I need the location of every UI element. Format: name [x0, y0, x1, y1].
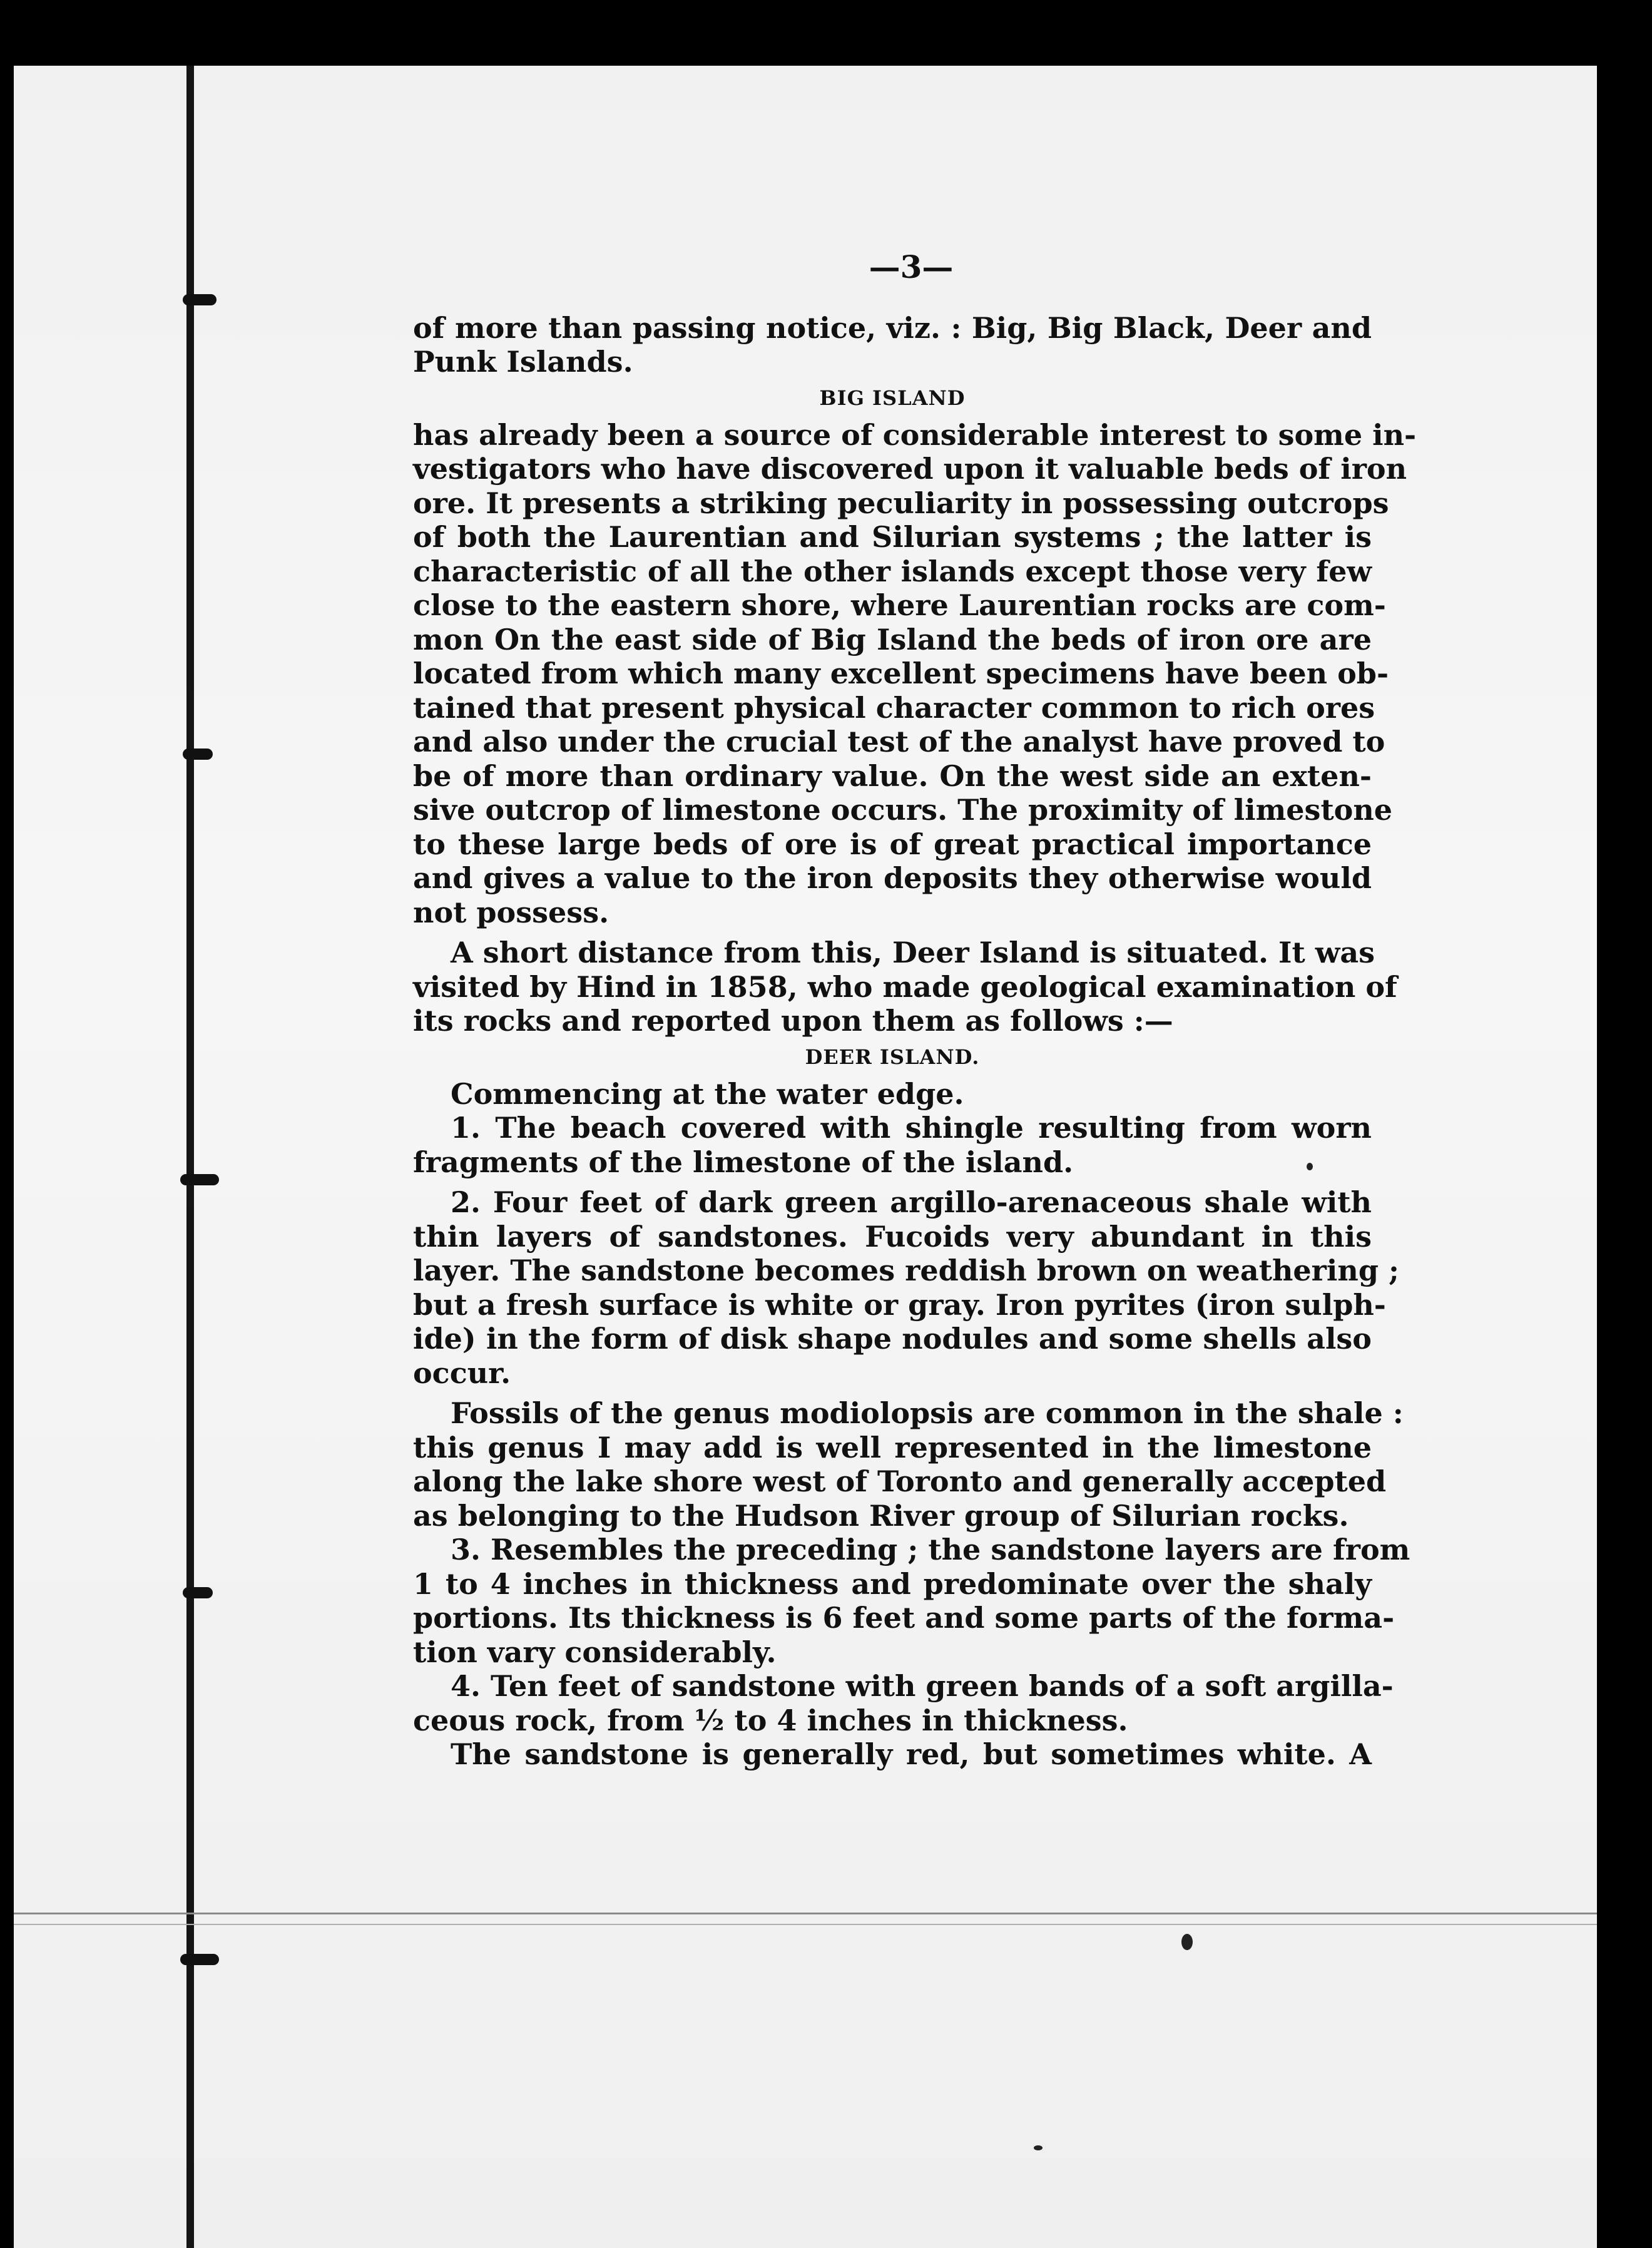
text-line: and also under the crucial test of the analyst have proved to	[413, 725, 1385, 759]
page-rule	[14, 1913, 1597, 1914]
section-heading-big-island: BIG ISLAND	[819, 386, 966, 410]
text-line: 3. Resembles the preceding ; the sandstone layers are from	[451, 1533, 1410, 1566]
text-line: but a fresh surface is white or gray. Iron pyrites (iron sulph-	[413, 1287, 1386, 1322]
page-rule	[14, 1924, 1597, 1925]
text-line: Punk Islands.	[413, 345, 633, 379]
text-line: 2. Four feet of dark green argillo-arenaceous shale with	[451, 1185, 1372, 1219]
text-line: this genus I may add is well represented in the limestone	[413, 1430, 1372, 1464]
big-island-paragraph	[413, 417, 1417, 930]
text-line: along the lake shore west of Toronto and generally accepted	[413, 1464, 1387, 1498]
binding-tick	[183, 294, 217, 305]
text-line: and gives a value to the iron deposits they otherwise would	[413, 861, 1372, 895]
text-line: tion vary considerably.	[413, 1635, 777, 1669]
text-line: to these large beds of ore is of great practical importance	[413, 827, 1372, 861]
deer-island-paragraph-6	[413, 1737, 1372, 1772]
deer-island-paragraph-3	[413, 1396, 1404, 1533]
binding-tick	[183, 1587, 213, 1598]
deer-island-intro-paragraph	[413, 936, 1397, 1038]
text-line: of both the Laurentian and Silurian systems ; the latter is	[413, 520, 1372, 554]
text-line: layer. The sandstone becomes reddish brown on weathering ;	[413, 1254, 1399, 1287]
text-line: visited by Hind in 1858, who made geological examination of	[413, 969, 1397, 1004]
film-frame-left	[0, 0, 14, 2248]
text-line: ore. It presents a striking peculiarity in possessing outcrops	[413, 486, 1389, 520]
deer-island-paragraph-4	[413, 1533, 1410, 1669]
deer-island-paragraph-1	[413, 1111, 1372, 1179]
document-text	[413, 248, 1417, 1772]
text-line: occur.	[413, 1356, 511, 1390]
text-line: ceous rock, from ½ to 4 inches in thickness.	[413, 1703, 1128, 1737]
text-line: tained that present physical character common to rich ores	[413, 690, 1375, 725]
text-line: Fossils of the genus modiolopsis are common in the shale :	[451, 1396, 1404, 1430]
text-line: 4. Ten feet of sandstone with green bands of a soft argilla-	[451, 1669, 1394, 1703]
ink-speck	[1034, 2145, 1043, 2150]
text-line: be of more than ordinary value. On the west side an exten-	[413, 759, 1372, 793]
binding-tick	[183, 748, 213, 760]
film-frame-right	[1597, 0, 1652, 2248]
text-line: A short distance from this, Deer Island is situated. It was	[451, 936, 1375, 969]
text-line: ide) in the form of disk shape nodules and some shells also	[413, 1322, 1372, 1356]
text-line: characteristic of all the other islands except those very few	[413, 554, 1372, 588]
text-line: as belonging to the Hudson River group of Silurian rocks.	[413, 1498, 1349, 1533]
text-line: portions. Its thickness is 6 feet and some parts of the forma-	[413, 1601, 1395, 1635]
text-line: close to the eastern shore, where Laurentian rocks are com-	[413, 588, 1386, 622]
text-line: of more than passing notice, viz. : Big, Big Black, Deer and	[413, 310, 1372, 345]
text-line: 1. The beach covered with shingle resulting from worn	[451, 1111, 1372, 1145]
binding-edge	[186, 66, 194, 2248]
text-line: mon On the east side of Big Island the beds of iron ore are	[413, 622, 1372, 657]
text-line: not possess.	[413, 895, 609, 929]
text-line: The sandstone is generally red, but sometimes white. A	[451, 1737, 1372, 1771]
text-line: 1 to 4 inches in thickness and predominate over the shaly	[413, 1566, 1372, 1601]
text-line: fragments of the limestone of the island.	[413, 1145, 1074, 1179]
section-heading-deer-island: DEER ISLAND.	[805, 1045, 980, 1069]
deer-island-paragraph-2	[413, 1185, 1399, 1390]
intro-paragraph	[413, 311, 1372, 379]
text-line: its rocks and reported upon them as follows :—	[413, 1004, 1173, 1038]
text-line: thin layers of sandstones. Fucoids very abundant in this	[413, 1219, 1372, 1254]
page-number: —3—	[869, 248, 954, 285]
text-line: sive outcrop of limestone occurs. The proximity of limestone	[413, 793, 1393, 827]
text-line: vestigators who have discovered upon it valuable beds of iron	[413, 452, 1407, 486]
text-line: has already been a source of considerable interest to some in-	[413, 417, 1417, 452]
binding-tick	[180, 1174, 219, 1185]
text-line: Commencing at the water edge.	[451, 1076, 964, 1111]
text-line: located from which many excellent specimens have been ob-	[413, 657, 1389, 690]
ink-speck	[1181, 1934, 1193, 1950]
deer-island-paragraph-5	[413, 1669, 1394, 1737]
film-frame-top	[0, 0, 1652, 66]
binding-tick	[180, 1954, 219, 1965]
deer-island-paragraph-0	[413, 1077, 1372, 1111]
